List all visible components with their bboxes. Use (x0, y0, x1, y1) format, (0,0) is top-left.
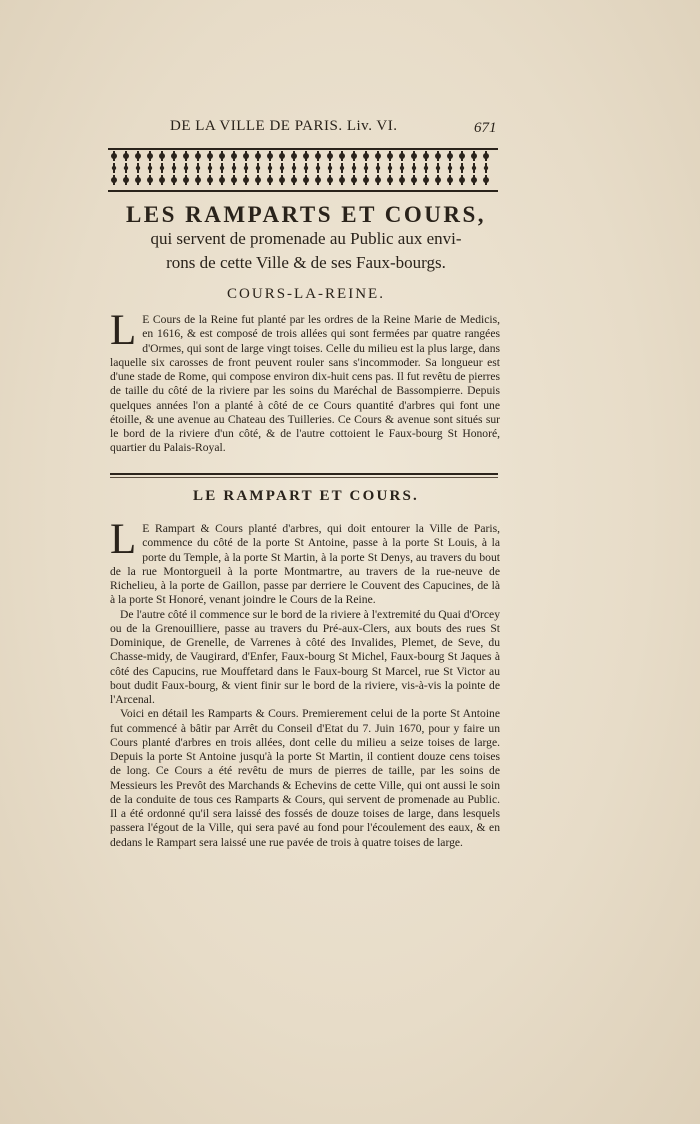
running-title: DE LA VILLE DE PARIS. Liv. VI. (170, 118, 398, 134)
section-divider (110, 473, 498, 475)
main-title-block (110, 203, 502, 275)
printer-ornament-band-icon (108, 146, 498, 194)
paragraph: De l'autre côté il commence sur le bord de la riviere à l'extremité du Quai d'Orcey ou de la Grenouilliere, passe au travers du Pré-aux-Clers, aux bouts des rues St Dominique, de Grenelle, de Varrenes à côté des Invalides, Plemet, de Seve, du Chasse-midy, de Vaugirard, d'Enfer, Faux-bourg St Michel, Faux-bourg St Jaques à côté des Capucins, rue Mouffetard dans le Faux-bourg St Marcel, rue St Victor au bout dudit Faux-bourg, & vient finir sur le bord de la riviere, vis-à-vis la pointe de l'Arcenal. (110, 607, 500, 706)
section-text-cours-la-reine (110, 307, 500, 456)
paragraph-text: E Cours de la Reine fut planté par les ordres de la Reine Marie de Medicis, en 1616, & est composé de trois allées qui sont fermées par quatre rangées d'Ormes, qui sont de large vingt toises. Celle du milieu est la plus large, dans laquelle six carosses de front peuvent rouler sans s'incommoder. Sa longueur est d'une stade de Rome, qui compose environ dix-huit cens pas. Il fut revêtu de pierres de taille du côté de la riviere par les soins du Maréchal de Bassompierre. Depuis quelques années l'on a planté à côté de ce Cours quantité d'arbres qui font une étoille, & une avenue au Chateau des Tuilleries. Ce Cours & avenue sont situés sur le bord de la riviere d'un côté, & de l'autre cottoient le Faux-bourg St Honoré, quartier du Palais-Royal. (110, 313, 500, 455)
drop-cap: L (110, 307, 137, 354)
paragraph (110, 307, 500, 456)
subtitle-line-2: rons de cette Ville & de ses Faux-bourgs. (166, 253, 446, 272)
drop-cap: L (110, 516, 137, 563)
section-divider-thin (110, 477, 498, 478)
paragraph (110, 516, 500, 608)
section-text-rampart (110, 516, 500, 850)
section-heading-cours-la-reine: COURS-LA-REINE. (227, 286, 385, 302)
paragraph: Voici en détail les Ramparts & Cours. Premierement celui de la porte St Antoine fut commencé à bâtir par Arrêt du Conseil d'Etat du 7. Juin 1670, pour y faire un Cours planté d'arbres en trois allées, dont celle du milieu a seize toises de large. Depuis la porte St Antoine jusqu'à la porte St Martin, il contient douze cens toises de long. Ce Cours a été revêtu de murs de pierres de taille, par les soins de Messieurs les Prevôt des Marchands & Echevins de cette Ville, qui ont aussi le soin de la conduite de tous ces Ramparts & Cours, qui servent de promenade au Public. Il a été ordonné qu'il sera laissé des fossés de douze toises de large, dans lesquels passera l'égout de la Ville, qui sera pavé au fond pour l'écoulement des eaux, & en dedans le Rampart sera laissé une rue pavée de trois à quatre toises de large. (110, 707, 500, 849)
subtitle-line-1: qui servent de promenade au Public aux envi- (150, 229, 462, 248)
section-heading-rampart: LE RAMPART ET COURS. (193, 488, 419, 504)
paragraph-text: E Rampart & Cours planté d'arbres, qui doit entourer la Ville de Paris, commence du côté de la porte St Antoine, passe à la porte St Louis, à la porte du Temple, à la porte St Martin, à la porte St Denys, au travers du bout de la rue Montorgueil à la porte Montmartre, au travers de la rue-neuve de Richelieu, à la porte de Gaillon, passe par derriere le Couvent des Capucines, de là à la porte St Honoré, venant joindre le Cours de la Reine. (110, 522, 500, 607)
page-number: 671 (474, 120, 497, 136)
main-title: LES RAMPARTS ET COURS, (125, 202, 487, 227)
